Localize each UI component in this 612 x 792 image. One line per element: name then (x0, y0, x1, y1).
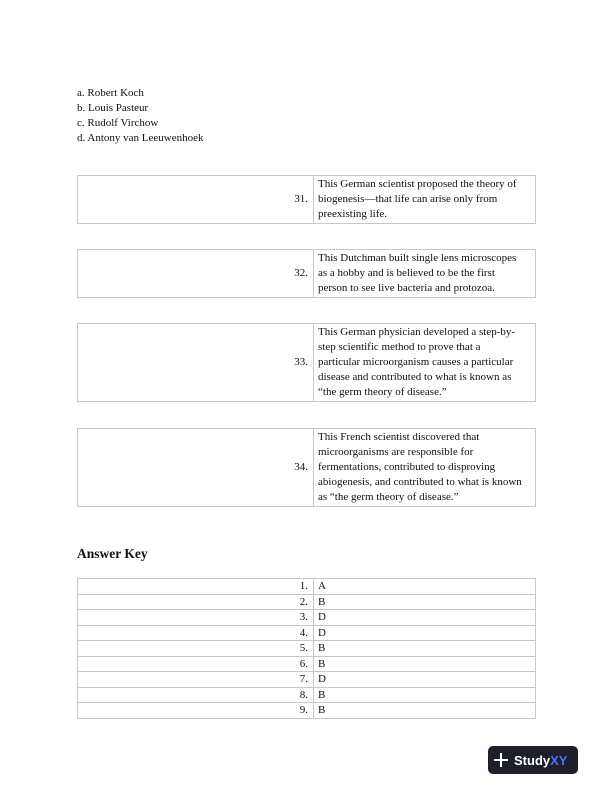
plus-icon (494, 753, 508, 767)
key-answer: B (314, 656, 536, 672)
key-number: 7. (78, 672, 314, 688)
question-text: This German physician developed a step-by- step scientific method to prove that a particular microorganism causes a particular disease and contributed to what is known as “the germ theory of disease.” (314, 324, 536, 402)
key-answer: D (314, 610, 536, 626)
key-number: 5. (78, 641, 314, 657)
brand-name: StudyXY (514, 752, 568, 768)
question-34-table (77, 428, 536, 507)
table-row (78, 610, 536, 626)
table-row (78, 672, 536, 688)
key-number: 1. (78, 579, 314, 595)
key-answer: D (314, 672, 536, 688)
question-number: 33. (78, 324, 314, 402)
key-number: 4. (78, 625, 314, 641)
key-number: 3. (78, 610, 314, 626)
key-answer: B (314, 641, 536, 657)
table-row (78, 703, 536, 719)
table-row (78, 594, 536, 610)
question-31-table (77, 175, 536, 224)
key-answer: B (314, 687, 536, 703)
key-answer: D (314, 625, 536, 641)
answer-key-heading: Answer Key (77, 546, 148, 561)
question-text: This French scientist discovered that microorganisms are responsible for fermentations, contributed to disproving abiogenesis, and contributed to what is known as “the germ theory of disease.” (314, 429, 536, 507)
table-row (78, 687, 536, 703)
key-number: 2. (78, 594, 314, 610)
question-number: 32. (78, 250, 314, 298)
option-d: d. Antony van Leeuwenhoek (77, 132, 204, 144)
key-number: 6. (78, 656, 314, 672)
key-answer: A (314, 579, 536, 595)
answer-key-table (77, 578, 536, 719)
answer-options (77, 86, 203, 146)
question-number: 31. (78, 176, 314, 224)
question-number: 34. (78, 429, 314, 507)
question-33-table (77, 323, 536, 402)
studyxy-badge[interactable] (488, 746, 578, 774)
question-text: This German scientist proposed the theory of biogenesis—that life can arise only from preexisting life. (314, 176, 536, 224)
table-row (78, 641, 536, 657)
key-number: 8. (78, 687, 314, 703)
option-a: a. Robert Koch (77, 87, 144, 99)
question-32-table (77, 249, 536, 298)
table-row (78, 656, 536, 672)
question-text: This Dutchman built single lens microscopes as a hobby and is believed to be the first person to see live bacteria and protozoa. (314, 250, 536, 298)
option-b: b. Louis Pasteur (77, 102, 149, 114)
table-row (78, 625, 536, 641)
table-row (78, 579, 536, 595)
key-number: 9. (78, 703, 314, 719)
key-answer: B (314, 594, 536, 610)
option-c: c. Rudolf Virchow (77, 117, 159, 129)
key-answer: B (314, 703, 536, 719)
